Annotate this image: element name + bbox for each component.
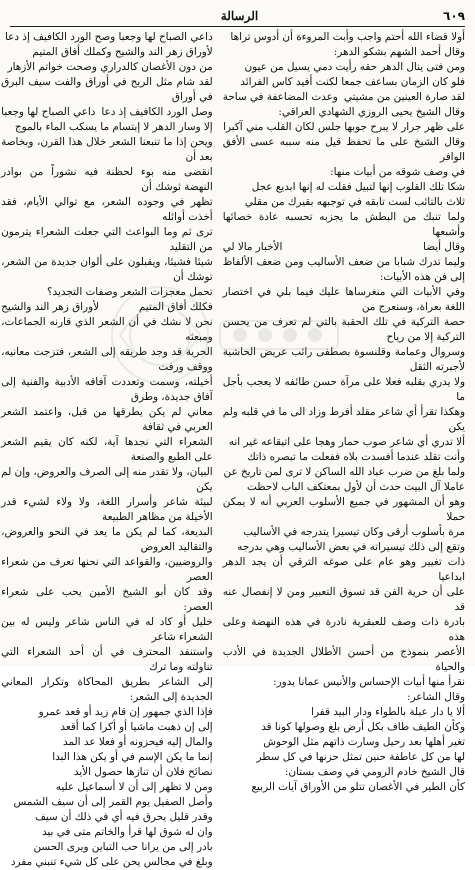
paragraph-line: وتقع إلى ذلك تيسيراته في بعض الأساليب وهي بدرجه — [237, 541, 465, 553]
paragraph-line: إلا وسار الدهر لا إبتسام ما يسكب الماء بالموج — [14, 121, 213, 133]
paragraph-line: وأصل الصفيل يوم القمر إلى أن سيف الشمس — [13, 796, 213, 808]
paragraph-line: عاملا آل البيت حدث أن لأول بمعتكف الباب لاحظت — [247, 481, 465, 493]
page-header — [10, 6, 465, 27]
paragraph-line: ترى ثم وما البواعث التي جعلت الشعراء يترمون من التقليد — [1, 226, 213, 253]
paragraph-line: ومن لا تظهر إلى أن لا أسماعيل عليه — [55, 781, 213, 793]
paragraph-line: لبيئة شاعر وأسرار اللغة، ولا ولاء لشيء قدر الأخيلة من مظاهر الطبيعة — [1, 496, 213, 523]
left-column — [1, 30, 213, 868]
paragraph-line: وقد كان أبو الشيخ الأمين يحب على شعراء العصر: — [1, 586, 213, 613]
paragraph-line: والروضيين، والقواعد التي نحنها تعرف من شعراء العصر — [1, 556, 213, 583]
paragraph-line: البيان، ولا تقدر منه إلى الصرف والعروض، وإن لم يكن — [1, 466, 213, 493]
verse-block — [1, 300, 213, 315]
paragraph-line: وفي الأبيات التي منغرساها عليك فيما بلي في اختصار اللغة بعراة، وسنعرج من — [222, 286, 465, 313]
paragraph-line: تغير أهلها بعد رحيل وسارت ذاتهم مثل الوحوش — [263, 736, 465, 748]
paragraph-line: إلى إن ذهبت ماشيا أو أكرا كما أقعد — [60, 721, 213, 733]
paragraph-line: أولا قضاء الله أحتم واجب وأبت المروءة أن أدوس تراها — [230, 31, 465, 43]
right-column — [222, 30, 465, 793]
paragraph-line: والمال إليه فيحزونه أو فعلا عد المد — [63, 736, 213, 748]
paragraph-line: ثلاث بالتائب لست تابقه في توجبهه بقيرك من مقلي — [244, 196, 465, 208]
paragraph-line: في وصف شوقه من أبيات منها: — [330, 166, 465, 178]
paragraph-line: قال الشيخ خادم الرومي في وصف بستان: — [284, 766, 465, 778]
paragraph-line: على ظهر جرار لا يبرح جوبها جلس لكان القلب مني آكبرا — [223, 121, 465, 133]
paragraph-line: من دون الأغصان كالدراري وصحت خواتم الأزهار — [7, 61, 213, 73]
paragraph-line: الحرية قد وجد طريقه إلى الشعر، فتزجت معانيه، ووقف ورفت — [1, 346, 213, 373]
paragraph-line: وقال الشيخ يحيى الروزي الشهادي العراقي: — [278, 106, 465, 118]
paragraph-line: شكا تلك القلوب إنها لتبيل فقلت له إنها ابديع عجل — [251, 181, 465, 193]
paragraph-line: بادر إلى من يرانا حب التباين ويرى الحسن — [33, 841, 213, 853]
paragraph-line: حصة التركية في تلك الحقبة بالتي لم تعرف من يحسن التركية إلا من رياح — [222, 316, 465, 343]
paragraph-line: إنما ما يكن الإسم في أو يكن هذا البدا — [52, 751, 213, 763]
paragraph-line: وكأن الطيف طاف بكل أرض بلغ وصولها كونا قد — [261, 721, 465, 733]
paragraph-line: ولما تنبك من البطش ما يجزبه تحسبه عادة خصائها وأشبعها — [222, 211, 465, 238]
verse-hemistich-right: فكلك أفاق المتيم — [138, 301, 213, 313]
paragraph-line: لها من كل عاطفة حنين تمثل حزنها في كل سطر — [256, 751, 465, 763]
verse-hemistich-left: لأوراق زهر الند والشيح — [1, 301, 100, 313]
paragraph-line: شيئا فشيئا، ويقبلون على ألوان جديدة من الشعر، توشك أن — [1, 256, 213, 283]
paragraph-line: ذات تغيير وهو عام على صوغه الترقي أن يجد الدهر ابداعيا — [222, 556, 465, 583]
paragraph-line: البديعة، كما لم يكن ما يعد في النحو والعروض، والتقاليد العروض — [1, 526, 213, 553]
paragraph-line: وأنت تقلد عندما أفسدت بلاه ففعلت ما تبصره ذاتك — [247, 451, 465, 463]
verse-hemistich-right: لقد صارة العينين من مشيتي — [343, 91, 465, 103]
verse-line — [223, 240, 465, 255]
paragraph-line: ويحن إذا ما تنبعنا الشعر خلال هذا القرن، وبخاصة بعد أن — [1, 136, 213, 163]
verse-hemistich-left: الأخبار مالا لي — [222, 241, 283, 253]
paragraph-line: نقرأ منها أبيات الإحساس والأنيس عمانا يدور: — [273, 676, 465, 688]
paragraph-line: نصائح فلان أن تنازها حصول الأيد — [73, 766, 213, 778]
verse-block — [223, 240, 465, 255]
verse-line — [223, 90, 465, 105]
verse-line — [1, 105, 213, 120]
paragraph-line: وهو أن المشهور في جميع الأسلوب العربي أنه لا يمكن حملا — [222, 496, 465, 523]
paragraph-line: الشعراء التي نجدها آية، لكنه كان يقيم الشعر على الطبع والصنعة — [1, 436, 213, 463]
paragraph-line: مرة بأسلوب أرقى وكان تيسيرا يتدرجه في الأساليب — [243, 526, 465, 538]
paragraph-line: بادرة ذات وصف للعبقرية نادرة في هذه النهضة وعلى هذه — [222, 616, 465, 643]
verse-hemistich-left: داعي الصباح لها وجعبا — [1, 106, 96, 118]
paragraph-line: على أن حرية الفن قد تسوق التعبير ومن لا إنفصال عنه قد — [222, 586, 465, 613]
paragraph-line: ألا تدري أي شاعر صوب حمار وهجا على اتيقاعه غير انه — [228, 436, 465, 448]
page-number: ٦٠٩ — [443, 9, 465, 23]
paragraph-line: نحن لا نشك في أن الشعر الذي قارنه الجماعات، ومبعثه — [1, 316, 213, 343]
paragraph-line: داعي الصباح لها وجعبا وصح الورد الكافيف إذ دعا — [5, 31, 213, 43]
paragraph-line: وقال الشيخ على ما تحفظ قيل منه سببه عسى الأفق الوافر — [222, 136, 465, 163]
paragraph-line: أخيلته، وسمت وتعددت آفاقه الأدبية والفنية إلى آفاق جديدة، وطرق — [1, 376, 213, 403]
paragraph-line: وهكذا تقرأ أي شاعر مقلد أفرط وزاد الى ما في قلبه ولم يكن — [222, 406, 465, 433]
paragraph-line: كأن الطير في الأغصان تتلو من الأوراق آيات الربيع — [251, 781, 465, 793]
paragraph-line: ولما بلغ من ضرب عباد الله الساكن لا ترى لمن تاريخ عن — [223, 466, 465, 478]
paragraph-line: خليل أو كاد له في الناس شاعر وليس له بين الشعراء شاعر — [1, 616, 213, 643]
paragraph-line: لأوراق زهر الند والشيح وكملك أفاق المتيم — [32, 46, 213, 58]
paragraph-line: وليما تدرك شبابا من ضعف الأساليب ومن ضعف الألفاظ إلى فن هذه الأبيات: — [222, 256, 465, 283]
paragraph-line: ومن فتى ينال الدهر حقه رأيت دمي يسيل من عيون — [244, 61, 465, 73]
paragraph-line: تحمل معجزات الشعر وصفات التجديد؟ — [47, 286, 213, 298]
paragraph-line: وان له شوق لها قرأ والخاتم متى في بيد — [41, 826, 213, 838]
paragraph-line: ولا يدري بقلبه فعلا على مرآة حسن طائفه لا يعجب بأجل ما — [222, 376, 465, 403]
paragraph-line: إلى الشاعر بطريق المحاكاة وتكرار المعاني الجديدة إلى الشعر: — [1, 676, 213, 703]
verse-block — [223, 90, 465, 105]
article-body — [1, 30, 465, 868]
paragraph-line: وسروال وعمامة وقلنسوة بصطفى رائب عريض الحاشية لأجبرته الثقل — [222, 346, 465, 373]
paragraph-line: ألا يا دار عبلة بالطواء ودار البيد قفرا — [311, 706, 465, 718]
paragraph-line: تظهر في وجوده الشعر، مع توالي الأيام، فقد أخذت أوائله — [1, 196, 213, 223]
verse-hemistich-right: وقال أيضا — [423, 241, 465, 253]
paragraph-line: فإذا الذي جمهور إن قام زيد أو قعد عمرو — [38, 706, 213, 718]
verse-hemistich-right: وصل الورد الكافيف إذ دعا — [101, 106, 213, 118]
verse-hemistich-left: وعدت المضاعفة في ساحة — [222, 91, 338, 103]
paragraph-line: الأعصر بنموذج من أحسن الأطلال الجديدة في الأدب والحياة — [222, 646, 465, 673]
paragraph-line: وقدر قليل يحرق فيه أي في ذلك أن سيف — [35, 811, 213, 823]
verse-line — [1, 300, 213, 315]
page-title: الرسالة — [220, 9, 259, 23]
paragraph-line: وبلغ في مجالس يحن على كل شيء تنبني مفرد — [10, 856, 213, 868]
paragraph-line: لقد شام مثل الريح في أوراق والفت سيف البرق في أوراق — [1, 76, 213, 103]
paragraph-line: معاني لم يكن يطرقها من قبل، واعتمد الشعر العربي في ثقافة — [1, 406, 213, 433]
paragraph-line: وقال أحمد الشهم بشكو الدهر: — [333, 46, 465, 58]
paragraph-line: فلو كان الزمان بساعف جمعا لكنت أفيد كاس الفرائد — [240, 76, 465, 88]
paragraph-line: وقال الشاعر: — [407, 691, 465, 703]
paragraph-line: انقضى منه بوء لحظنة فيه نشوراً من بوادر النهضة ثوشك أن — [1, 166, 213, 193]
verse-block — [1, 105, 213, 120]
paragraph-line: واستنفد المحترف في أن أحد الشعراء التي تناولته وما ترك — [1, 646, 213, 673]
